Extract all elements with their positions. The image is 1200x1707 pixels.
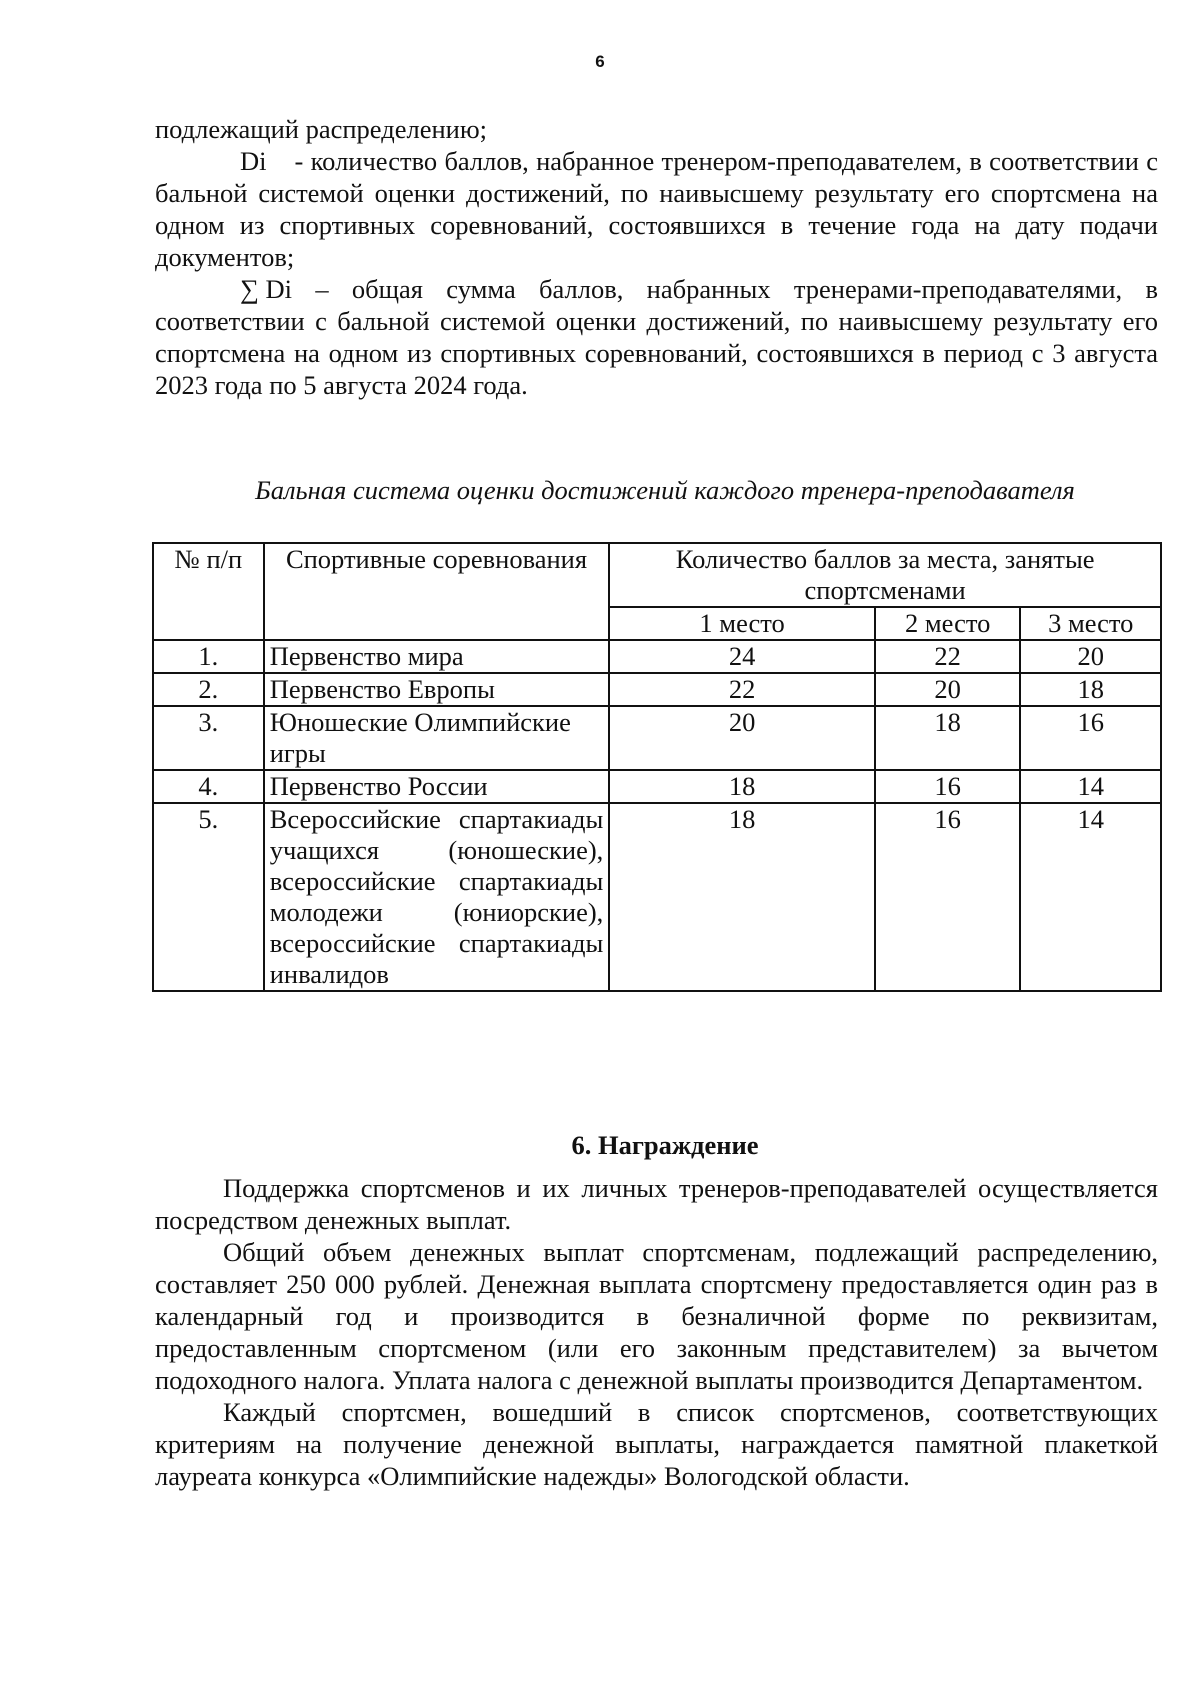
row-place-3: 14	[1020, 803, 1161, 991]
awards-paragraph: Общий объем денежных выплат спортсменам, подлежащий распределению, составляет 250 000 рублей. Денежная выплата спортсмену предоставляется один раз в календарный год и производится в безналичной форме по реквизитам, предоставленным спортсменом (или его законным представителем) за вычетом подоходного налога. Уплата налога с денежной выплаты производится Департаментом.	[155, 1237, 1158, 1395]
row-competition: Первенство мира	[264, 640, 610, 673]
page-number: 6	[595, 52, 605, 71]
row-place-1: 18	[609, 770, 875, 803]
row-num: 3.	[153, 706, 264, 770]
header-place-2: 2 место	[875, 607, 1021, 640]
row-place-2: 18	[875, 706, 1021, 770]
row-place-2: 16	[875, 803, 1021, 991]
definition-continuation: подлежащий распределению;	[155, 114, 487, 144]
row-place-3: 18	[1020, 673, 1161, 706]
header-competition: Спортивные соревнования	[264, 543, 610, 640]
row-place-3: 16	[1020, 706, 1161, 770]
row-num: 2.	[153, 673, 264, 706]
row-num: 4.	[153, 770, 264, 803]
row-competition: Первенство Европы	[264, 673, 610, 706]
row-place-2: 16	[875, 770, 1021, 803]
row-place-3: 14	[1020, 770, 1161, 803]
row-place-1: 20	[609, 706, 875, 770]
row-competition: Первенство России	[264, 770, 610, 803]
definitions-block	[155, 113, 1158, 401]
row-place-2: 20	[875, 673, 1021, 706]
table-row	[153, 770, 1161, 803]
table-row	[153, 706, 1161, 770]
row-competition: Юношеские Олимпийские игры	[264, 706, 610, 770]
awards-section	[155, 1172, 1158, 1492]
sum-di-text: – общая сумма баллов, набранных тренерами-преподавателями, в соответствии с бальной системой оценки достижений, по наивысшему результату его спортсмена на одном из спортивных соревнований, состоявшихся в период с 3 августа 2023 года по 5 августа 2024 года.	[155, 274, 1158, 400]
di-text: - количество баллов, набранное тренером-преподавателем, в соответствии с бальной системой оценки достижений, по наивысшему результату его спортсмена на одном из спортивных соревнований, состоявшихся в течение года на дату подачи документов;	[155, 146, 1158, 272]
row-num: 1.	[153, 640, 264, 673]
awards-paragraph: Каждый спортсмен, вошедший в список спортсменов, соответствующих критериям на получение денежной выплаты, награждается памятной плакеткой лауреата конкурса «Олимпийские надежды» Вологодской области.	[155, 1397, 1158, 1491]
table-caption: Бальная система оценки достижений каждого тренера-преподавателя	[255, 475, 1075, 505]
awards-paragraph: Поддержка спортсменов и их личных тренеров-преподавателей осуществляется посредством денежных выплат.	[155, 1173, 1158, 1235]
row-place-2: 22	[875, 640, 1021, 673]
table-row	[153, 673, 1161, 706]
scores-table	[152, 542, 1162, 992]
table-row	[153, 803, 1161, 991]
row-place-1: 18	[609, 803, 875, 991]
table-header-row	[153, 543, 1161, 607]
row-competition: Всероссийские спартакиады учащихся (юношеские), всероссийские спартакиады молодежи (юниорские), всероссийские спартакиады инвалидов	[264, 803, 610, 991]
header-num: № п/п	[153, 543, 264, 640]
header-place-1: 1 место	[609, 607, 875, 640]
header-points-group: Количество баллов за места, занятые спортсменами	[609, 543, 1161, 607]
sum-di-term: ∑ Di	[240, 274, 293, 304]
row-place-1: 22	[609, 673, 875, 706]
definition-di	[155, 145, 1158, 273]
row-place-3: 20	[1020, 640, 1161, 673]
header-place-3: 3 место	[1020, 607, 1161, 640]
row-place-1: 24	[609, 640, 875, 673]
section-title: 6. Награждение	[571, 1130, 759, 1160]
definition-sum-di	[155, 273, 1158, 401]
table-row	[153, 640, 1161, 673]
row-num: 5.	[153, 803, 264, 991]
di-term: Di	[240, 146, 267, 176]
